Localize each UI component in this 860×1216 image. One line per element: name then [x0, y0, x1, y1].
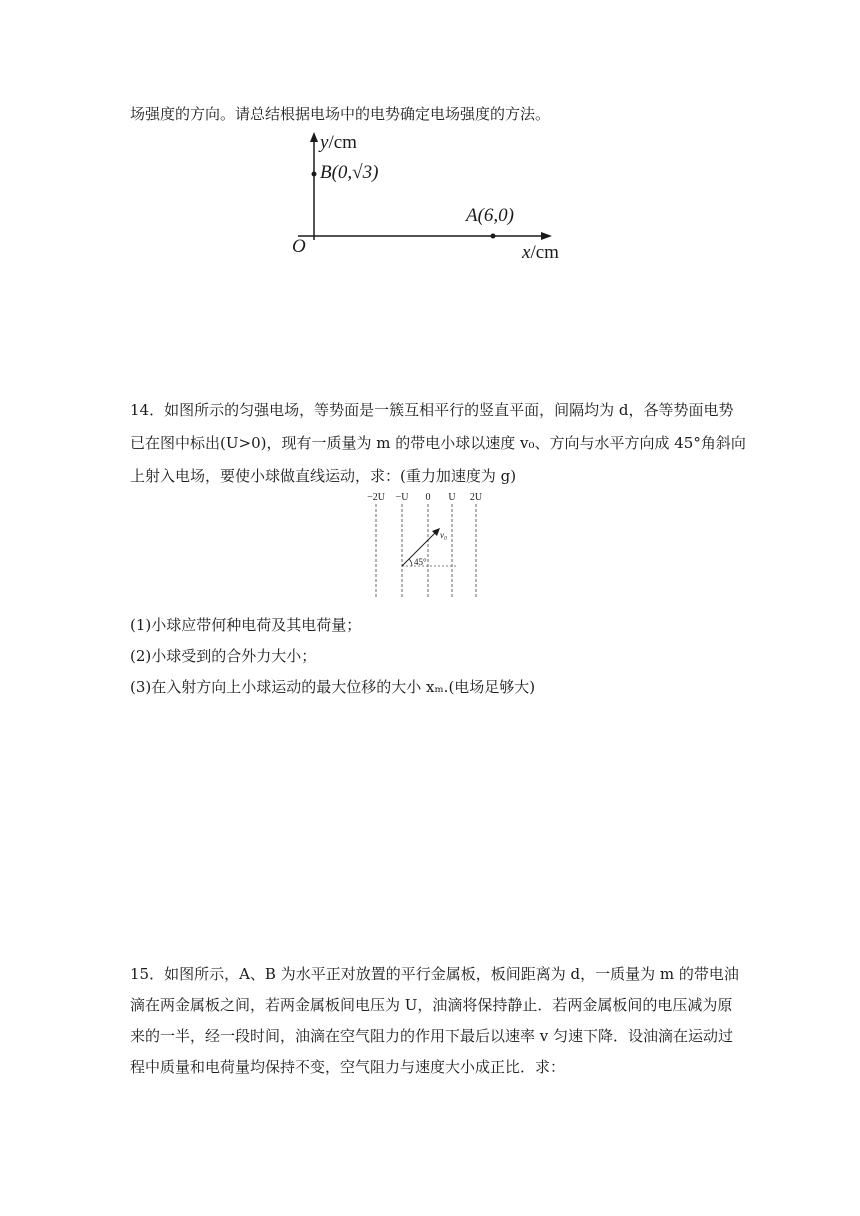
- intro-line-1: 场强度的方向。请总结根据电场中的电势确定电场强度的方法。: [130, 105, 551, 123]
- potential-label-2u: 2U: [469, 492, 483, 503]
- origin-label: O: [292, 236, 306, 257]
- x-axis-label: x/cm: [522, 242, 559, 263]
- y-axis-label: y/cm: [320, 132, 357, 153]
- y-axis-arrow-icon: [310, 132, 318, 142]
- point-b-dot: [312, 172, 317, 177]
- point-a-dot: [491, 234, 496, 239]
- q14-part-2: (2)小球受到的合外力大小；: [130, 647, 317, 665]
- point-b-label: B(0,√3): [320, 162, 379, 183]
- q15-line-4: 程中质量和电荷量均保持不变，空气阻力与速度大小成正比．求：: [130, 1058, 566, 1076]
- q15-line-2: 滴在两金属板之间，若两金属板间电压为 U，油滴将保持静止．若两金属板间的电压减为原: [130, 996, 733, 1014]
- potential-label-neg2u: −2U: [367, 492, 385, 503]
- velocity-label: v₀: [440, 530, 448, 540]
- angle-label: 45°: [414, 557, 427, 567]
- q14-part-1: (1)小球应带何种电荷及其电荷量；: [130, 616, 362, 634]
- potential-label-u: U: [448, 492, 456, 503]
- coordinate-figure: [288, 128, 578, 268]
- q14-part-3: (3)在入射方向上小球运动的最大位移的大小 xₘ.(电场足够大): [130, 678, 536, 696]
- q14-line-1: 14．如图所示的匀强电场，等势面是一簇互相平行的竖直平面，间隔均为 d，各等势面电势: [130, 401, 734, 419]
- potential-label-negu: −U: [395, 492, 409, 503]
- potential-label-zero: 0: [425, 492, 431, 503]
- x-axis-arrow-icon: [541, 232, 552, 240]
- point-a-label: A(6,0): [466, 205, 515, 226]
- q14-line-2: 已在图中标出(U>0)，现有一质量为 m 的带电小球以速度 v₀、方向与水平方向成 45°角斜向: [130, 434, 746, 452]
- q15-line-3: 来的一半，经一段时间，油滴在空气阻力的作用下最后以速率 v 匀速下降．设油滴在运动过: [130, 1027, 734, 1045]
- angle-arc-icon: [409, 559, 412, 566]
- q15-line-1: 15．如图所示，A、B 为水平正对放置的平行金属板，板间距离为 d，一质量为 m 的带电油: [130, 965, 739, 983]
- q14-line-3: 上射入电场，要使小球做直线运动，求：(重力加速度为 g): [130, 467, 517, 485]
- equipotential-figure: [362, 488, 492, 600]
